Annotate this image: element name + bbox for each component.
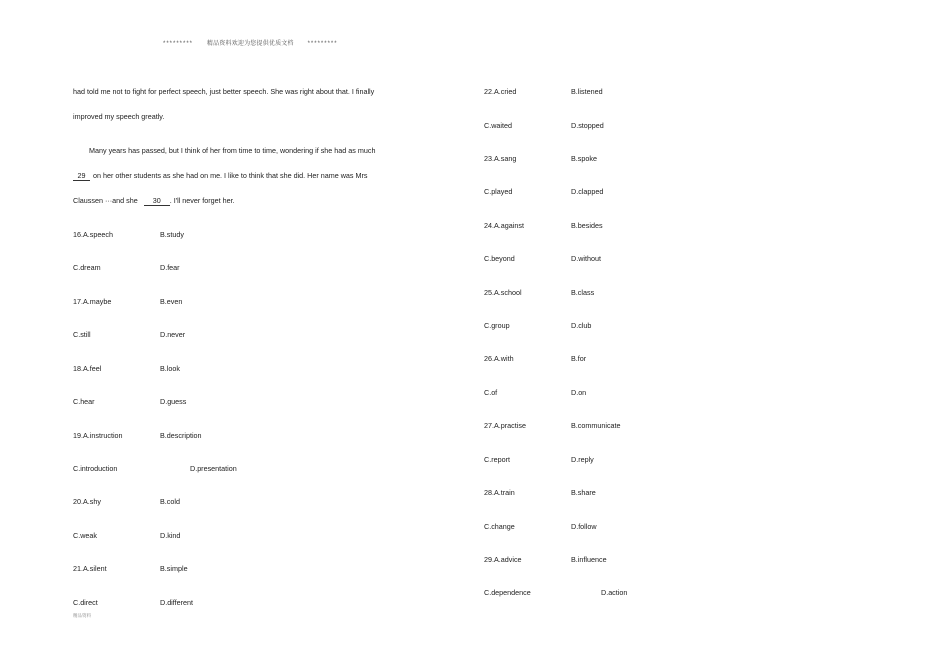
passage-line-5-start: Claussen ···and she	[73, 196, 138, 205]
question-18-option-a: 18.A.feel	[73, 364, 102, 373]
question-19-option-b: B.description	[160, 431, 202, 440]
question-28-option-a: 28.A.train	[484, 488, 515, 497]
question-25-option-c: C.group	[484, 321, 510, 330]
question-20-option-d: D.kind	[160, 531, 181, 540]
question-21-option-b: B.simple	[160, 564, 188, 573]
question-23-option-b: B.spoke	[571, 154, 597, 163]
question-28-option-d: D.follow	[571, 522, 597, 531]
passage-line-5	[73, 196, 235, 206]
question-25-option-b: B.class	[571, 288, 595, 297]
question-26-option-a: 26.A.with	[484, 354, 514, 363]
question-26-option-c: C.of	[484, 388, 498, 397]
question-20-option-c: C.weak	[73, 531, 97, 540]
header-stars-left: *********	[163, 41, 194, 47]
question-17-option-a: 17.A.maybe	[73, 297, 112, 306]
question-16-option-c: C.dream	[73, 263, 101, 272]
question-16-option-a: 16.A.speech	[73, 230, 113, 239]
question-27-option-c: C.report	[484, 455, 510, 464]
question-19-option-c: C.introduction	[73, 464, 118, 473]
question-25-option-a: 25.A.school	[484, 288, 522, 297]
question-23-option-d: D.clapped	[571, 187, 604, 196]
passage-line-3: Many years has passed, but I think of her from time to time, wondering if she had as much	[89, 146, 376, 155]
passage-line-1: had told me not to fight for perfect speech, just better speech. She was right about that. I finally	[73, 87, 375, 96]
question-19-option-a: 19.A.instruction	[73, 431, 123, 440]
header-title: 精品资料欢迎为您提供优质文档	[206, 41, 294, 47]
question-26-option-d: D.on	[571, 388, 587, 397]
question-29-option-c: C.dependence	[484, 588, 531, 597]
passage-line-4	[73, 171, 367, 181]
page-header	[163, 38, 338, 47]
page-footer: 精品资料	[73, 613, 91, 618]
question-17-option-c: C.still	[73, 330, 91, 339]
question-28-option-b: B.share	[571, 488, 596, 497]
passage-line-5-end: . I'll never forget her.	[169, 196, 235, 205]
question-22-option-d: D.stopped	[571, 121, 604, 130]
question-27-option-a: 27.A.practise	[484, 421, 526, 430]
question-29-option-d: D.action	[601, 588, 628, 597]
header-stars-right: *********	[307, 41, 338, 47]
question-27-option-b: B.communicate	[571, 421, 621, 430]
question-21-option-a: 21.A.silent	[73, 564, 107, 573]
question-21-option-c: C.direct	[73, 598, 98, 607]
blank-29: 29	[73, 171, 90, 181]
passage-line-2: improved my speech greatly.	[73, 112, 165, 121]
question-22-option-b: B.listened	[571, 87, 603, 96]
question-16-option-b: B.study	[160, 230, 184, 239]
question-25-option-d: D.club	[571, 321, 592, 330]
question-27-option-d: D.reply	[571, 455, 594, 464]
question-29-option-b: B.influence	[571, 555, 607, 564]
question-22-option-a: 22.A.cried	[484, 87, 517, 96]
question-24-option-a: 24.A.against	[484, 221, 524, 230]
question-20-option-b: B.cold	[160, 497, 180, 506]
question-18-option-c: C.hear	[73, 397, 95, 406]
question-18-option-b: B.look	[160, 364, 180, 373]
question-18-option-d: D.guess	[160, 397, 187, 406]
passage-line-4-text: on her other students as she had on me. I like to think that she did. Her name was Mrs	[93, 171, 368, 180]
question-21-option-d: D.different	[160, 598, 194, 607]
question-19-option-d: D.presentation	[190, 464, 237, 473]
question-24-option-d: D.without	[571, 254, 601, 263]
question-24-option-c: C.beyond	[484, 254, 515, 263]
question-23-option-a: 23.A.sang	[484, 154, 517, 163]
question-16-option-d: D.fear	[160, 263, 180, 272]
question-29-option-a: 29.A.advice	[484, 555, 522, 564]
question-24-option-b: B.besides	[571, 221, 603, 230]
question-23-option-c: C.played	[484, 187, 513, 196]
question-17-option-b: B.even	[160, 297, 183, 306]
blank-30: 30	[144, 196, 170, 206]
question-20-option-a: 20.A.shy	[73, 497, 101, 506]
question-26-option-b: B.for	[571, 354, 587, 363]
question-17-option-d: D.never	[160, 330, 186, 339]
question-28-option-c: C.change	[484, 522, 515, 531]
question-22-option-c: C.waited	[484, 121, 512, 130]
